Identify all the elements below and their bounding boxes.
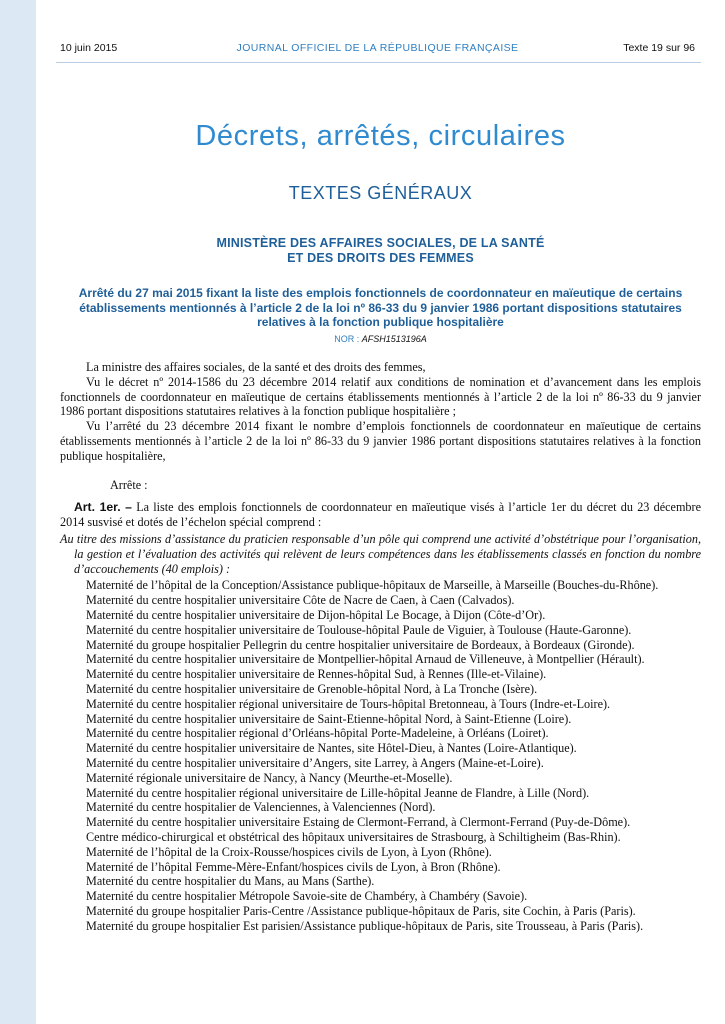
list-item: Centre médico-chirurgical et obstétrical des hôpitaux universitaires de Strasbourg, à Schiltigheim (Bas-Rhin). xyxy=(86,829,621,844)
list-item: Maternité du centre hospitalier régional universitaire de Tours-hôpital Bretonneau, à Tours (Indre-et-Loire). xyxy=(86,696,611,711)
list-item: Maternité du centre hospitalier universitaire de Dijon-hôpital Le Bocage, à Dijon (Côte-d’Or). xyxy=(86,607,546,622)
list-item: Maternité du centre hospitalier universitaire Estaing de Clermont-Ferrand, à Clermont-Ferrand (Puy-de-Dôme). xyxy=(86,815,631,830)
list-item: Maternité du centre hospitalier régional universitaire de Lille-hôpital Jeanne de Flandre, à Lille (Nord). xyxy=(86,785,590,800)
category-heading: Au titre des missions d’assistance du praticien responsable d’un pôle qui comprend une activité d’obstétrique pour l’organisation, la gestion et l’évaluation des activités qui relèvent de leurs compétences dans les établissements classés en fonction du nombre d’accouchements (40 emplois) : xyxy=(60,531,701,576)
header-text-number: Texte 19 sur 96 xyxy=(623,42,695,54)
list-item: Maternité du centre hospitalier régional d’Orléans-hôpital Porte-Madeleine, à Orléans (Loiret). xyxy=(86,726,549,741)
list-item: Maternité du groupe hospitalier Paris-Centre /Assistance publique-hôpitaux de Paris, site Cochin, à Paris (Paris). xyxy=(86,903,636,918)
list-item: Maternité du centre hospitalier universitaire Côte de Nacre de Caen, à Caen (Calvados). xyxy=(86,593,515,608)
list-item: Maternité du centre hospitalier de Valenciennes, à Valenciennes (Nord). xyxy=(86,800,436,815)
header-divider xyxy=(56,62,701,63)
list-item: Maternité de l’hôpital de la Croix-Rousse/hospices civils de Lyon, à Lyon (Rhône). xyxy=(86,844,492,859)
arrete-word: Arrête : xyxy=(110,477,148,492)
document-body xyxy=(60,360,701,933)
ministry-line-2: ET DES DROITS DES FEMMES xyxy=(287,251,474,265)
ministry-line-1: MINISTÈRE DES AFFAIRES SOCIALES, DE LA SANTÉ xyxy=(216,236,545,250)
article-1-label: Art. 1er. – xyxy=(74,500,132,515)
ministry-heading xyxy=(36,236,725,266)
header-journal-title: JOURNAL OFFICIEL DE LA RÉPUBLIQUE FRANÇAISE xyxy=(236,42,519,54)
article-1-text: La liste des emplois fonctionnels de coordonnateur en maïeutique visés à l’article 1er du décret du 23 décembre 2014 susvisé et dotés de l’échelon spécial comprend : xyxy=(60,500,701,530)
list-item: Maternité du centre hospitalier universitaire de Grenoble-hôpital Nord, à La Tronche (Isère). xyxy=(86,681,538,696)
list-item: Maternité régionale universitaire de Nancy, à Nancy (Meurthe-et-Moselle). xyxy=(86,770,453,785)
list-item: Maternité du centre hospitalier universitaire de Toulouse-hôpital Paule de Viguier, à Toulouse (Haute-Garonne). xyxy=(86,622,632,637)
list-item: Maternité du centre hospitalier Métropole Savoie-site de Chambéry, à Chambéry (Savoie). xyxy=(86,889,528,904)
list-item: Maternité de l’hôpital de la Conception/Assistance publique-hôpitaux de Marseille, à Marseille (Bouches-du-Rhône). xyxy=(86,578,659,593)
subsection-title: TEXTES GÉNÉRAUX xyxy=(288,183,473,203)
section-title: Décrets, arrêtés, circulaires xyxy=(195,120,566,152)
list-item: Maternité du centre hospitalier universitaire de Saint-Etienne-hôpital Nord, à Saint-Etienne (Loire). xyxy=(86,711,572,726)
header-date: 10 juin 2015 xyxy=(60,42,118,54)
article-1 xyxy=(60,500,701,530)
list-item: Maternité du groupe hospitalier Pellegrin du centre hospitalier universitaire de Bordeaux, à Bordeaux (Gironde). xyxy=(86,637,635,652)
list-item: Maternité du centre hospitalier universitaire de Rennes-hôpital Sud, à Rennes (Ille-et-Vilaine). xyxy=(86,667,547,682)
list-item: Maternité du centre hospitalier universitaire de Montpellier-hôpital Arnaud de Villeneuve, à Montpellier (Hérault). xyxy=(86,652,645,667)
nor-reference xyxy=(36,334,725,344)
preamble-paragraph: La ministre des affaires sociales, de la santé et des droits des femmes, xyxy=(86,360,426,374)
document-page xyxy=(36,0,725,1024)
maternity-list xyxy=(60,578,701,933)
left-margin-band xyxy=(0,0,36,1024)
nor-code: AFSH1513196A xyxy=(361,334,427,344)
preamble-paragraph: Vu le décret nº 2014-1586 du 23 décembre 2014 relatif aux conditions de nomination et d’avancement dans les emplois fonctionnels de coordonnateur en maïeutique de certains établissements mentionnés à l’article 2 de la loi nº 86-33 du 9 janvier 1986 portant dispositions statutaires relatives à la fonction publique hospitalière ; xyxy=(60,374,701,419)
list-item: Maternité du centre hospitalier universitaire d’Angers, site Larrey, à Angers (Maine-et-Loire). xyxy=(86,755,544,770)
list-item: Maternité de l’hôpital Femme-Mère-Enfant/hospices civils de Lyon, à Bron (Rhône). xyxy=(86,859,501,874)
page-header xyxy=(60,42,695,58)
list-item: Maternité du centre hospitalier du Mans, au Mans (Sarthe). xyxy=(86,874,375,889)
list-item: Maternité du centre hospitalier universitaire de Nantes, site Hôtel-Dieu, à Nantes (Loire-Atlantique). xyxy=(86,741,577,756)
preamble-paragraph: Vu l’arrêté du 23 décembre 2014 fixant le nombre d’emplois fonctionnels de coordonnateur en maïeutique de certains établissements mentionnés à l’article 2 de la loi nº 86-33 du 9 janvier 1986 portant dispositions statutaires relatives à la fonction publique hospitalière, xyxy=(60,419,701,463)
list-item: Maternité du groupe hospitalier Est parisien/Assistance publique-hôpitaux de Paris, site Trousseau, à Paris (Paris). xyxy=(86,918,644,933)
arrete-title: Arrêté du 27 mai 2015 fixant la liste des emplois fonctionnels de coordonnateur en maïeutique de certains établissements mentionnés à l’article 2 de la loi nº 86-33 du 9 janvier 1986 portant dispositions statutaires relatives à la fonction publique hospitalière xyxy=(78,286,683,329)
nor-label: NOR : xyxy=(334,334,360,344)
